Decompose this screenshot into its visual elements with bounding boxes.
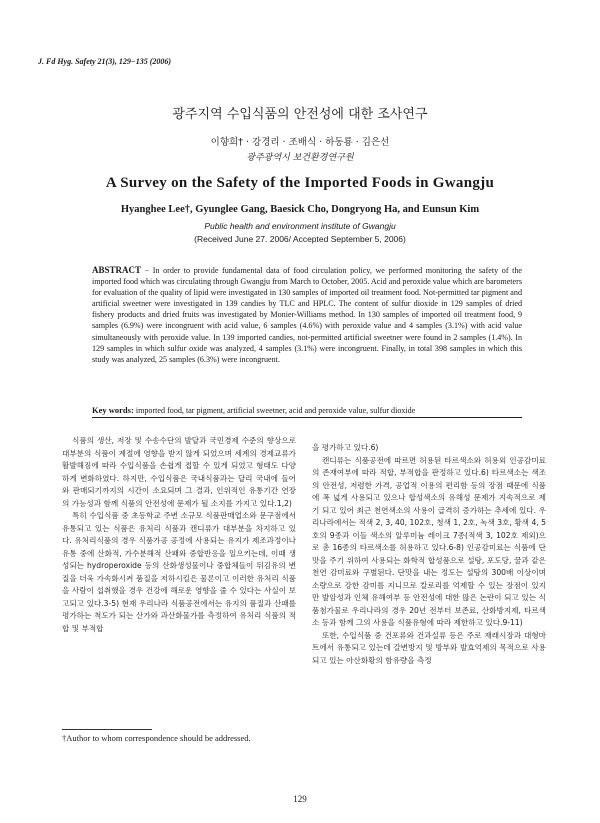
journal-citation: J. Fd Hyg. Safety 21(3), 129−135 (2006): [38, 57, 172, 66]
abstract: [92, 265, 522, 365]
keywords-label: Key words:: [92, 405, 134, 415]
abstract-text: − In order to provide fundamental data of food circulation policy, we performed monitoring the safety of the imported food which was circulating through Gwangju from March to October, 2005. Acid and peroxide value which are barometers for evaluation of the quality of lipid were investigated in 130 samples of imported oil treatment food. Not-permitted tar pigment and artificial sweetner were investigated in 139 candies by TLC and HPLC. The content of sulfur dioxide in 129 samples of dried fishery products and dried fruits was investigated by Monier-Williams method. In 130 samples of imported oil treatment food, 9 samples (6.9%) were incongruent with acid value, 6 samples (4.6%) with peroxide value and 4 samples (3.1%) with acid value simultaneously with peroxide value. In 139 imported candies, not-permitted artificial sweetner were found in 2 samples (1.4%). In 129 samples in which sulfur oxide was analyzed, 4 samples (3.1%) were incongruent. Finally, in total 398 samples in which this study was analyzed, 25 samples (6.3%) were incongruent.: [92, 266, 523, 364]
body-right-column: [312, 442, 546, 667]
english-affiliation: Public health and environment institute of Gwangju: [204, 221, 396, 231]
korean-title: 광주지역 수입식품의 안전성에 대한 조사연구: [172, 107, 428, 122]
body-paragraph: 을 평가하고 있다.6): [312, 443, 379, 452]
body-left-column: [62, 435, 296, 635]
english-title: A Survey on the Safety of the Imported Foods in Gwangju: [105, 175, 495, 191]
body-paragraph: 특히 수입식품 중 초등학교 주변 소규모 식품판매업소와 문구점에서 유통되고 있는 식품은 유처리 식품과 캔디류가 대부분을 차지하고 있다. 유처리식품의 경우 식품가공 공정에 사용되는 유지가 제조과정이나 유통 중에 산화적, 가수분해적 산패와 중합반응을 일으키는데, 이때 생성되는 hydroperoxide 등의 산화생성물이나 중합체들이 뒤김유의 변질을 더욱 가속화시켜 품질을 저하시킬은 물론이고 이러한 유처리 식품을 사람이 섭취했을 경우 건강에 해로운 영향을 줄 수 있다는 사실이 보고되고 있다.3-5) 현재 우리나라 식품공전에서는 유지의 품질과 산패를 평가하는 척도가 되는 산가와 과산화물가를 측정하여 유처리 식품의 적합 및 부적합: [62, 511, 296, 633]
abstract-label: ABSTRACT: [92, 265, 142, 275]
keywords-divider: [92, 417, 522, 418]
korean-authors: 이향희† · 강경리 · 조배식 · 하동룡 · 김은선: [210, 137, 390, 148]
keywords-text: imported food, tar pigment, artificial sweetner, acid and peroxide value, sulfur dioxide: [135, 406, 416, 415]
korean-affiliation: 광주광역시 보건환경연구원: [246, 153, 354, 163]
body-paragraph: 캔디류는 식품공전에 따르면 허용된 타르색소와 허용외 인공감미료의 존재여부에 따라 적합, 부적합을 판정하고 있다.6) 타르색소는 색조의 안전성, 저렴한 가격, 공업적 이용의 편리함 등의 장점 때문에 식품에 폭 넓게 사용되고 있으나 합성색소의 유해성 문제가 지속적으로 제기 되고 있어 최근 천연색소의 사용이 급격히 증가하는 추세에 있다. 우리나라에서는 적색 2, 3, 40, 102호, 청색 1, 2호, 녹색 3호, 황색 4, 5호의 9종과 이들 색소의 알루미늄 레이크 7종(적색 3, 102호 제외)으로 총 16종의 타르색소를 허용하고 있다.6-8) 인공감미료는 식품에 단맛을 주기 위하여 사용되는 화학적 합성품으로 설탕, 포도당, 꿀과 같은 천연 감미료와 구별된다. 단맛을 내는 정도는 설탕의 300배 이상이며 소량으로 강한 감미를 지니므로 칼로리를 억제할 수 있는 장점이 있지만 발암성과 인체 유해여부 등 안전성에 대한 많은 논란이 되고 있는 식품첨가물로 우리나라의 경우 20년 전부터 보존료, 산화방지제, 타르색소 등과 함께 그의 사용을 식품유형에 따라 제한하고 있다.9-11): [312, 455, 546, 627]
footnote: †Author to whom correspondence should be addressed.: [62, 733, 251, 743]
keywords: [92, 405, 522, 415]
received-dates: (Received June 27. 2006/ Accepted September 5, 2006): [194, 234, 406, 244]
body-paragraph: 식품의 생산, 저장 및 수송수단의 발달과 국민경제 수준의 향상으로 대부분의 식품이 계절에 영향을 받지 않게 되었으며 세계의 경제교류가 활발해짐에 따라 수입식품을 손쉽게 접할 수 있게 되었고 형태도 다양하게 변화하였다. 하지만, 수입식품은 국내식품과는 달리 국내에 들어와 판매되기까지의 시간이 소요되며 그 결과, 인위적인 유통기간 연장의 가능성과 함께 식품의 안전성에 문제가 될 소지를 가지고 있다.1,2): [62, 436, 296, 508]
page-number: 129: [293, 794, 307, 804]
english-authors: Hyanghee Lee†, Gyunglee Gang, Baesick Cho, Dongryong Ha, and Eunsun Kim: [120, 204, 480, 215]
body-paragraph: 또한, 수입식품 중 건포류와 건과실류 등은 주로 재래시장과 대형마트에서 유통되고 있는데 갈변방지 및 방부와 발효억제의 목적으로 사용되고 있는 아산화황의 함유량을 측정: [312, 630, 546, 665]
footnote-divider: [62, 729, 152, 730]
